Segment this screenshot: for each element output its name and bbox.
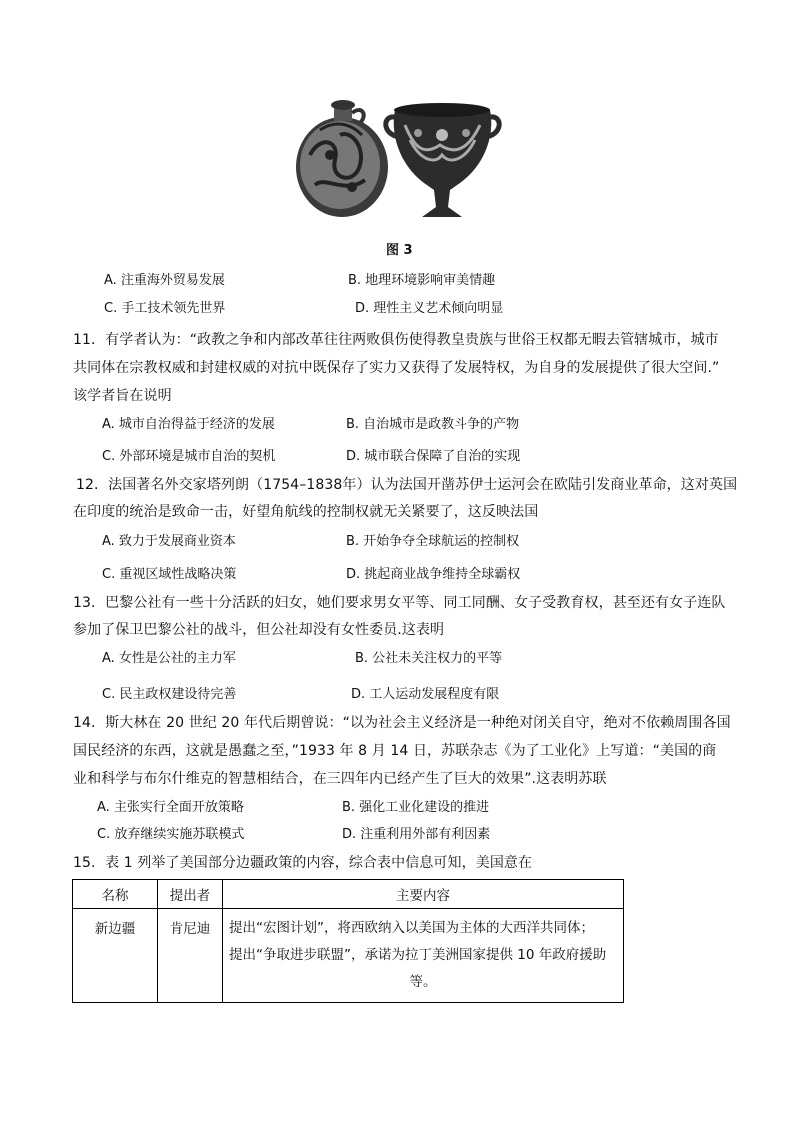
q11-stem-line-2: 共同体在宗教权威和封建权威的对抗中既保存了实力又获得了发展特权，为自身的发展提供了很大空间.” <box>73 360 720 376</box>
q10-option-c[interactable]: C. 手工技术领先世界 <box>104 301 226 316</box>
q12-option-a[interactable]: A. 致力于发展商业资本 <box>102 534 236 549</box>
q11-option-b[interactable]: B. 自治城市是政教斗争的产物 <box>346 417 520 432</box>
q14-option-d[interactable]: D. 注重利用外部有利因素 <box>342 827 491 842</box>
table-row <box>73 909 624 1003</box>
two-handled-vase <box>386 103 499 217</box>
q14-option-a[interactable]: A. 主张实行全面开放策略 <box>97 800 244 815</box>
table-header-row <box>73 880 624 909</box>
round-flask-vase <box>296 100 388 217</box>
q13-option-b[interactable]: B. 公社未关注权力的平等 <box>355 651 503 666</box>
header-name: 名称 <box>73 880 158 909</box>
q12-option-c[interactable]: C. 重视区域性战略决策 <box>102 567 237 582</box>
q14-option-c[interactable]: C. 放弃继续实施苏联模式 <box>97 827 245 842</box>
q11-stem-line-1: 11．有学者认为：“政教之争和内部改革往往两败俱伤使得教皇贵族与世俗王权都无暇去管辖城市，城市 <box>73 332 719 348</box>
header-proposer: 提出者 <box>158 880 223 909</box>
q12-stem-line-1: 12．法国著名外交家塔列朗（1754–1838年）认为法国开凿苏伊士运河会在欧陆引发商业革命，这对英国 <box>76 477 738 493</box>
q13-option-c[interactable]: C. 民主政权建设待完善 <box>102 687 237 702</box>
q14-stem-line-2: 国民经济的东西，这就是愚蠢之至，”1933 年 8 月 14 日，苏联杂志《为了工业化》上写道：“美国的商 <box>73 743 717 759</box>
cell-proposer: 肯尼迪 <box>158 909 223 1003</box>
cell-content <box>223 909 624 1003</box>
content-line-3: 等。 <box>409 974 437 990</box>
q14-stem-line-1: 14．斯大林在 20 世纪 20 年代后期曾说：“以为社会主义经济是一种绝对闭关自守，绝对不依赖周围各国 <box>73 715 731 731</box>
q11-option-d[interactable]: D. 城市联合保障了自治的实现 <box>346 449 521 464</box>
q12-stem-line-2: 在印度的统治是致命一击，好望角航线的控制权就无关紧要了，这反映法国 <box>73 504 539 520</box>
q13-option-d[interactable]: D. 工人运动发展程度有限 <box>351 687 500 702</box>
q13-stem-line-2: 参加了保卫巴黎公社的战斗，但公社却没有女性委员.这表明 <box>73 622 445 638</box>
q15-stem: 15．表 1 列举了美国部分边疆政策的内容，综合表中信息可知，美国意在 <box>73 855 533 871</box>
q11-option-c[interactable]: C. 外部环境是城市自治的契机 <box>102 449 276 464</box>
q10-option-b[interactable]: B. 地理环境影响审美情趣 <box>348 273 496 288</box>
q13-stem-line-1: 13．巴黎公社有一些十分活跃的妇女，她们要求男女平等、同工同酬、女子受教育权，甚至还有女子连队 <box>73 595 726 611</box>
q14-stem-line-3: 业和科学与布尔什维克的智慧相结合，在三四年内已经产生了巨大的效果”.这表明苏联 <box>73 771 607 787</box>
q10-option-d[interactable]: D. 理性主义艺术倾向明显 <box>355 301 504 316</box>
q12-option-d[interactable]: D. 挑起商业战争维持全球霸权 <box>346 567 521 582</box>
header-content: 主要内容 <box>223 880 624 909</box>
q10-option-a[interactable]: A. 注重海外贸易发展 <box>104 273 225 288</box>
q13-option-a[interactable]: A. 女性是公社的主力军 <box>102 651 236 666</box>
vases-figure <box>290 95 505 225</box>
cell-name: 新边疆 <box>73 909 158 1003</box>
content-line-2: 提出“争取进步联盟”，承诺为拉丁美洲国家提供 10 年政府援助 <box>229 947 607 963</box>
q11-stem-line-3: 该学者旨在说明 <box>73 388 172 404</box>
figure-caption: 图 3 <box>386 243 413 258</box>
q11-option-a[interactable]: A. 城市自治得益于经济的发展 <box>102 417 275 432</box>
policy-table <box>72 879 624 1003</box>
q12-option-b[interactable]: B. 开始争夺全球航运的控制权 <box>346 534 520 549</box>
q14-option-b[interactable]: B. 强化工业化建设的推进 <box>342 800 490 815</box>
content-line-1: 提出“宏图计划”，将西欧纳入以美国为主体的大西洋共同体； <box>229 920 594 936</box>
